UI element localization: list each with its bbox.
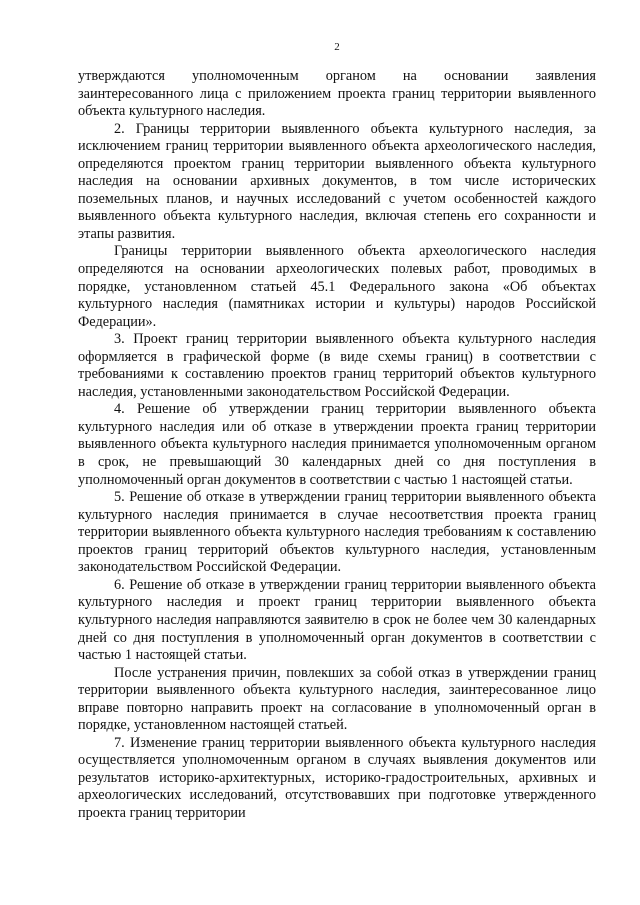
paragraph-resubmission: После устранения причин, повлекших за собой отказ в утверждении границ территории выявленного объекта культурного наследия, заинтересованное лицо вправе повторно направить проект на согласование в уполномоченный орган в порядке, установленном настоящей статьей. bbox=[78, 664, 596, 734]
paragraph-section-5: 5. Решение об отказе в утверждении границ территории выявленного объекта культурного наследия принимается в случае несоответствия проекта границ территории выявленного объекта культурного наследия требованиям к составлению проектов границ территорий объектов культурного наследия, установленным законодательством Российской Федерации. bbox=[78, 489, 596, 576]
paragraph-archaeological-boundaries: Границы территории выявленного объекта археологического наследия определяются на основании археологических полевых работ, проводимых в порядке, установленном статьей 45.1 Федерального закона «Об объектах культурного наследия (памятниках истории и культуры) народов Российской Федерации». bbox=[78, 243, 596, 330]
paragraph-section-7: 7. Изменение границ территории выявленного объекта культурного наследия осуществляется уполномоченным органом в случаях выявления документов или результатов историко-архитектурных, историко-градостроительных, архивных и археологических исследований, отсутствовавших при подготовке утвержденного проекта границ территории bbox=[78, 734, 596, 821]
paragraph-section-4: 4. Решение об утверждении границ территории выявленного объекта культурного наследия или об отказе в утверждении проекта границ территории выявленного объекта культурного наследия принимается уполномоченным органом в срок, не превышающий 30 календарных дней со дня поступления в уполномоченный орган документов в соответствии с частью 1 настоящей статьи. bbox=[78, 401, 596, 488]
page-number: 2 bbox=[334, 41, 340, 53]
paragraph-section-6: 6. Решение об отказе в утверждении границ территории выявленного объекта культурного наследия и проект границ территории выявленного объекта культурного наследия направляются заявителю в срок не более чем 30 календарных дней со дня поступления в уполномоченный орган документов в соответствии с частью 1 настоящей статьи. bbox=[78, 576, 596, 664]
paragraph-section-3: 3. Проект границ территории выявленного объекта культурного наследия оформляется в графической форме (в виде схемы границ) в соответствии с требованиями к составлению проектов границ территорий объектов культурного наследия, установленными законодательством Российской Федерации. bbox=[78, 331, 596, 400]
paragraph-section-2: 2. Границы территории выявленного объекта культурного наследия, за исключением границ территории выявленного объекта археологического наследия, определяются проектом границ территории выявленного объекта культурного наследия на основании архивных документов, в том числе исторических поземельных планов, и научных исследований с учетом особенностей каждого выявленного объекта культурного наследия, включая степень его сохранности и этапы развития. bbox=[78, 120, 596, 242]
paragraph-continuation: утверждаются уполномоченным органом на основании заявления заинтересованного лица с приложением проекта границ территории выявленного объекта культурного наследия. bbox=[78, 68, 596, 120]
